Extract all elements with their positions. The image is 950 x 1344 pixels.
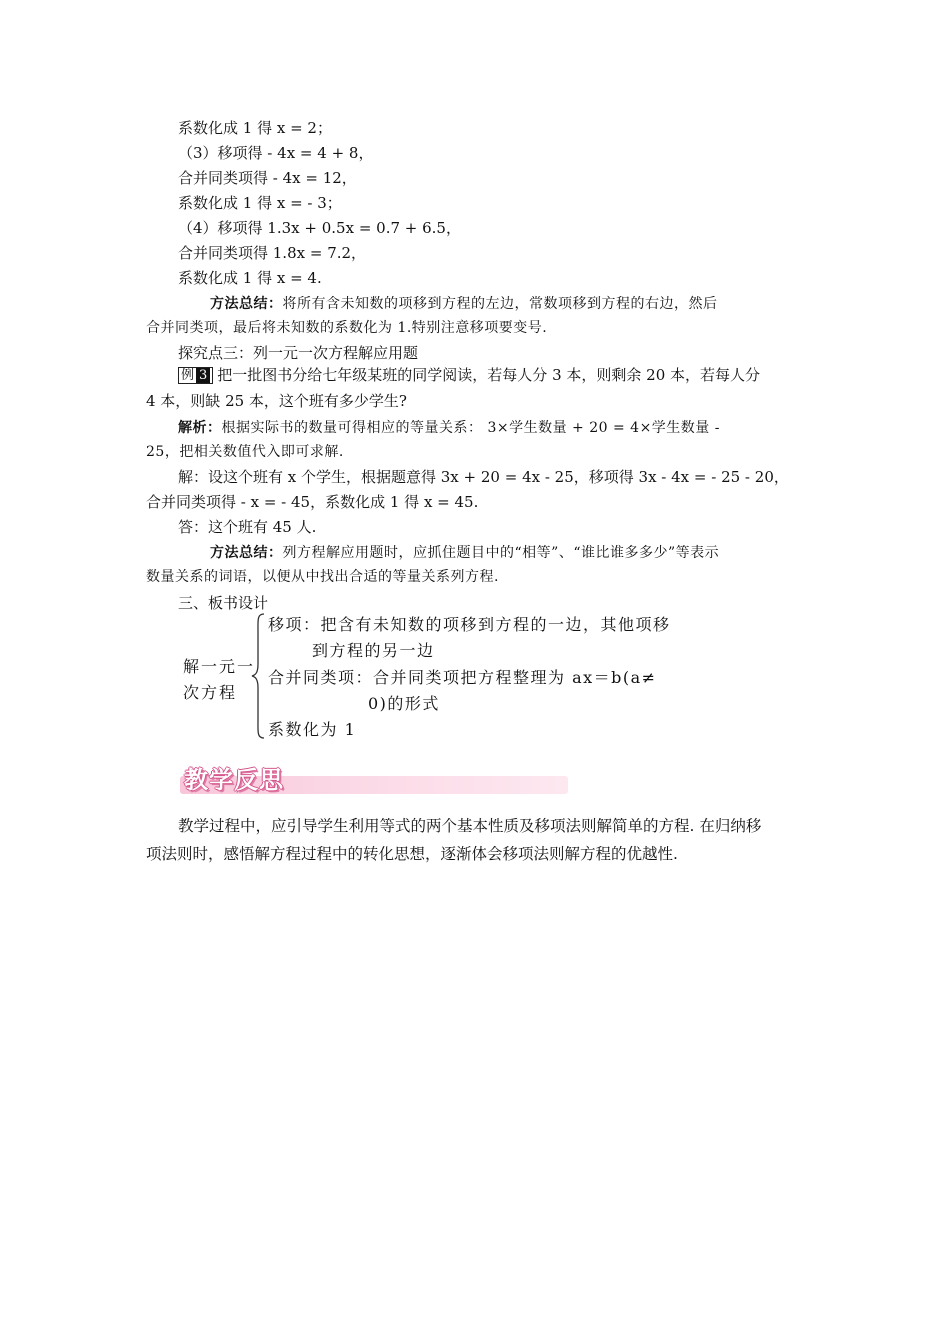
board-item-transpose: 移项：把含有未知数的项移到方程的一边，其他项移 <box>268 615 671 634</box>
example-3-question <box>178 365 760 385</box>
analysis-cont: 25，把相关数值代入即可求解. <box>146 444 344 460</box>
method-summary-1-cont: 合并同类项，最后将未知数的系数化为 1.特别注意移项要变号. <box>146 320 548 336</box>
solution-line: 合并同类项得 1.8x = 7.2， <box>178 244 367 262</box>
reflection-heading: 教学反思 <box>184 766 284 794</box>
analysis <box>178 418 720 438</box>
solution: 解：设这个班有 x 个学生，根据题意得 3x + 20 = 4x - 25，移项得 3x - 4x = - 25 - 20， <box>178 468 789 486</box>
analysis-text: 根据实际书的数量可得相应的等量关系： 3×学生数量 + 20 = 4×学生数量 - <box>221 420 720 436</box>
solution-line: 系数化成 1 得 x = 4. <box>178 269 322 287</box>
method-summary-text: 将所有含未知数的项移到方程的左边，常数项移到方程的右边，然后 <box>282 296 718 312</box>
answer: 答：这个班有 45 人. <box>178 518 317 536</box>
example-text: 把一批图书分给七年级某班的同学阅读，若每人分 3 本，则剩余 20 本，若每人分 <box>217 366 761 384</box>
solution-line: 合并同类项得 - 4x = 12， <box>178 169 357 187</box>
method-summary-2 <box>210 543 719 563</box>
section-heading: 探究点三：列一元一次方程解应用题 <box>178 344 419 362</box>
solution-cont: 合并同类项得 - x = - 45，系数化成 1 得 x = 45. <box>146 493 479 511</box>
solution-line: （4）移项得 1.3x + 0.5x = 0.7 + 6.5， <box>178 219 461 237</box>
board-item-combine: 合并同类项：合并同类项把方程整理为 ax＝b(a≠ <box>268 668 657 687</box>
example-3-question-cont: 4 本，则缺 25 本，这个班有多少学生? <box>146 392 407 410</box>
solution-line: 系数化成 1 得 x = 2； <box>178 119 332 137</box>
board-item-transpose-cont: 到方程的另一边 <box>312 641 435 660</box>
board-item-coefficient: 系数化为 1 <box>268 720 357 739</box>
method-summary-label: 方法总结： <box>210 545 283 561</box>
solution-line: （3）移项得 - 4x = 4 + 8， <box>178 144 374 162</box>
solution-line: 系数化成 1 得 x = - 3； <box>178 194 342 212</box>
board-title: 解一元一 次方程 <box>183 657 256 702</box>
method-summary-text: 列方程解应用题时，应抓住题目中的“相等”、“谁比谁多多少”等表示 <box>282 545 720 561</box>
board-item-combine-cont: 0)的形式 <box>368 694 440 713</box>
reflection-paragraph-cont: 项法则时，感悟解方程过程中的转化思想，逐渐体会移项法则解方程的优越性. <box>146 845 678 863</box>
curly-brace-icon <box>250 612 266 740</box>
method-summary-label: 方法总结： <box>210 296 283 312</box>
method-summary-2-cont: 数量关系的词语，以便从中找出合适的等量关系列方程. <box>146 569 499 585</box>
analysis-label: 解析： <box>178 420 222 436</box>
method-summary-1 <box>210 294 718 314</box>
reflection-paragraph: 教学过程中，应引导学生利用等式的两个基本性质及移项法则解简单的方程. 在归纳移 <box>178 817 762 835</box>
example-badge: 例 3 <box>178 367 213 384</box>
board-section-heading: 三、板书设计 <box>178 594 269 612</box>
